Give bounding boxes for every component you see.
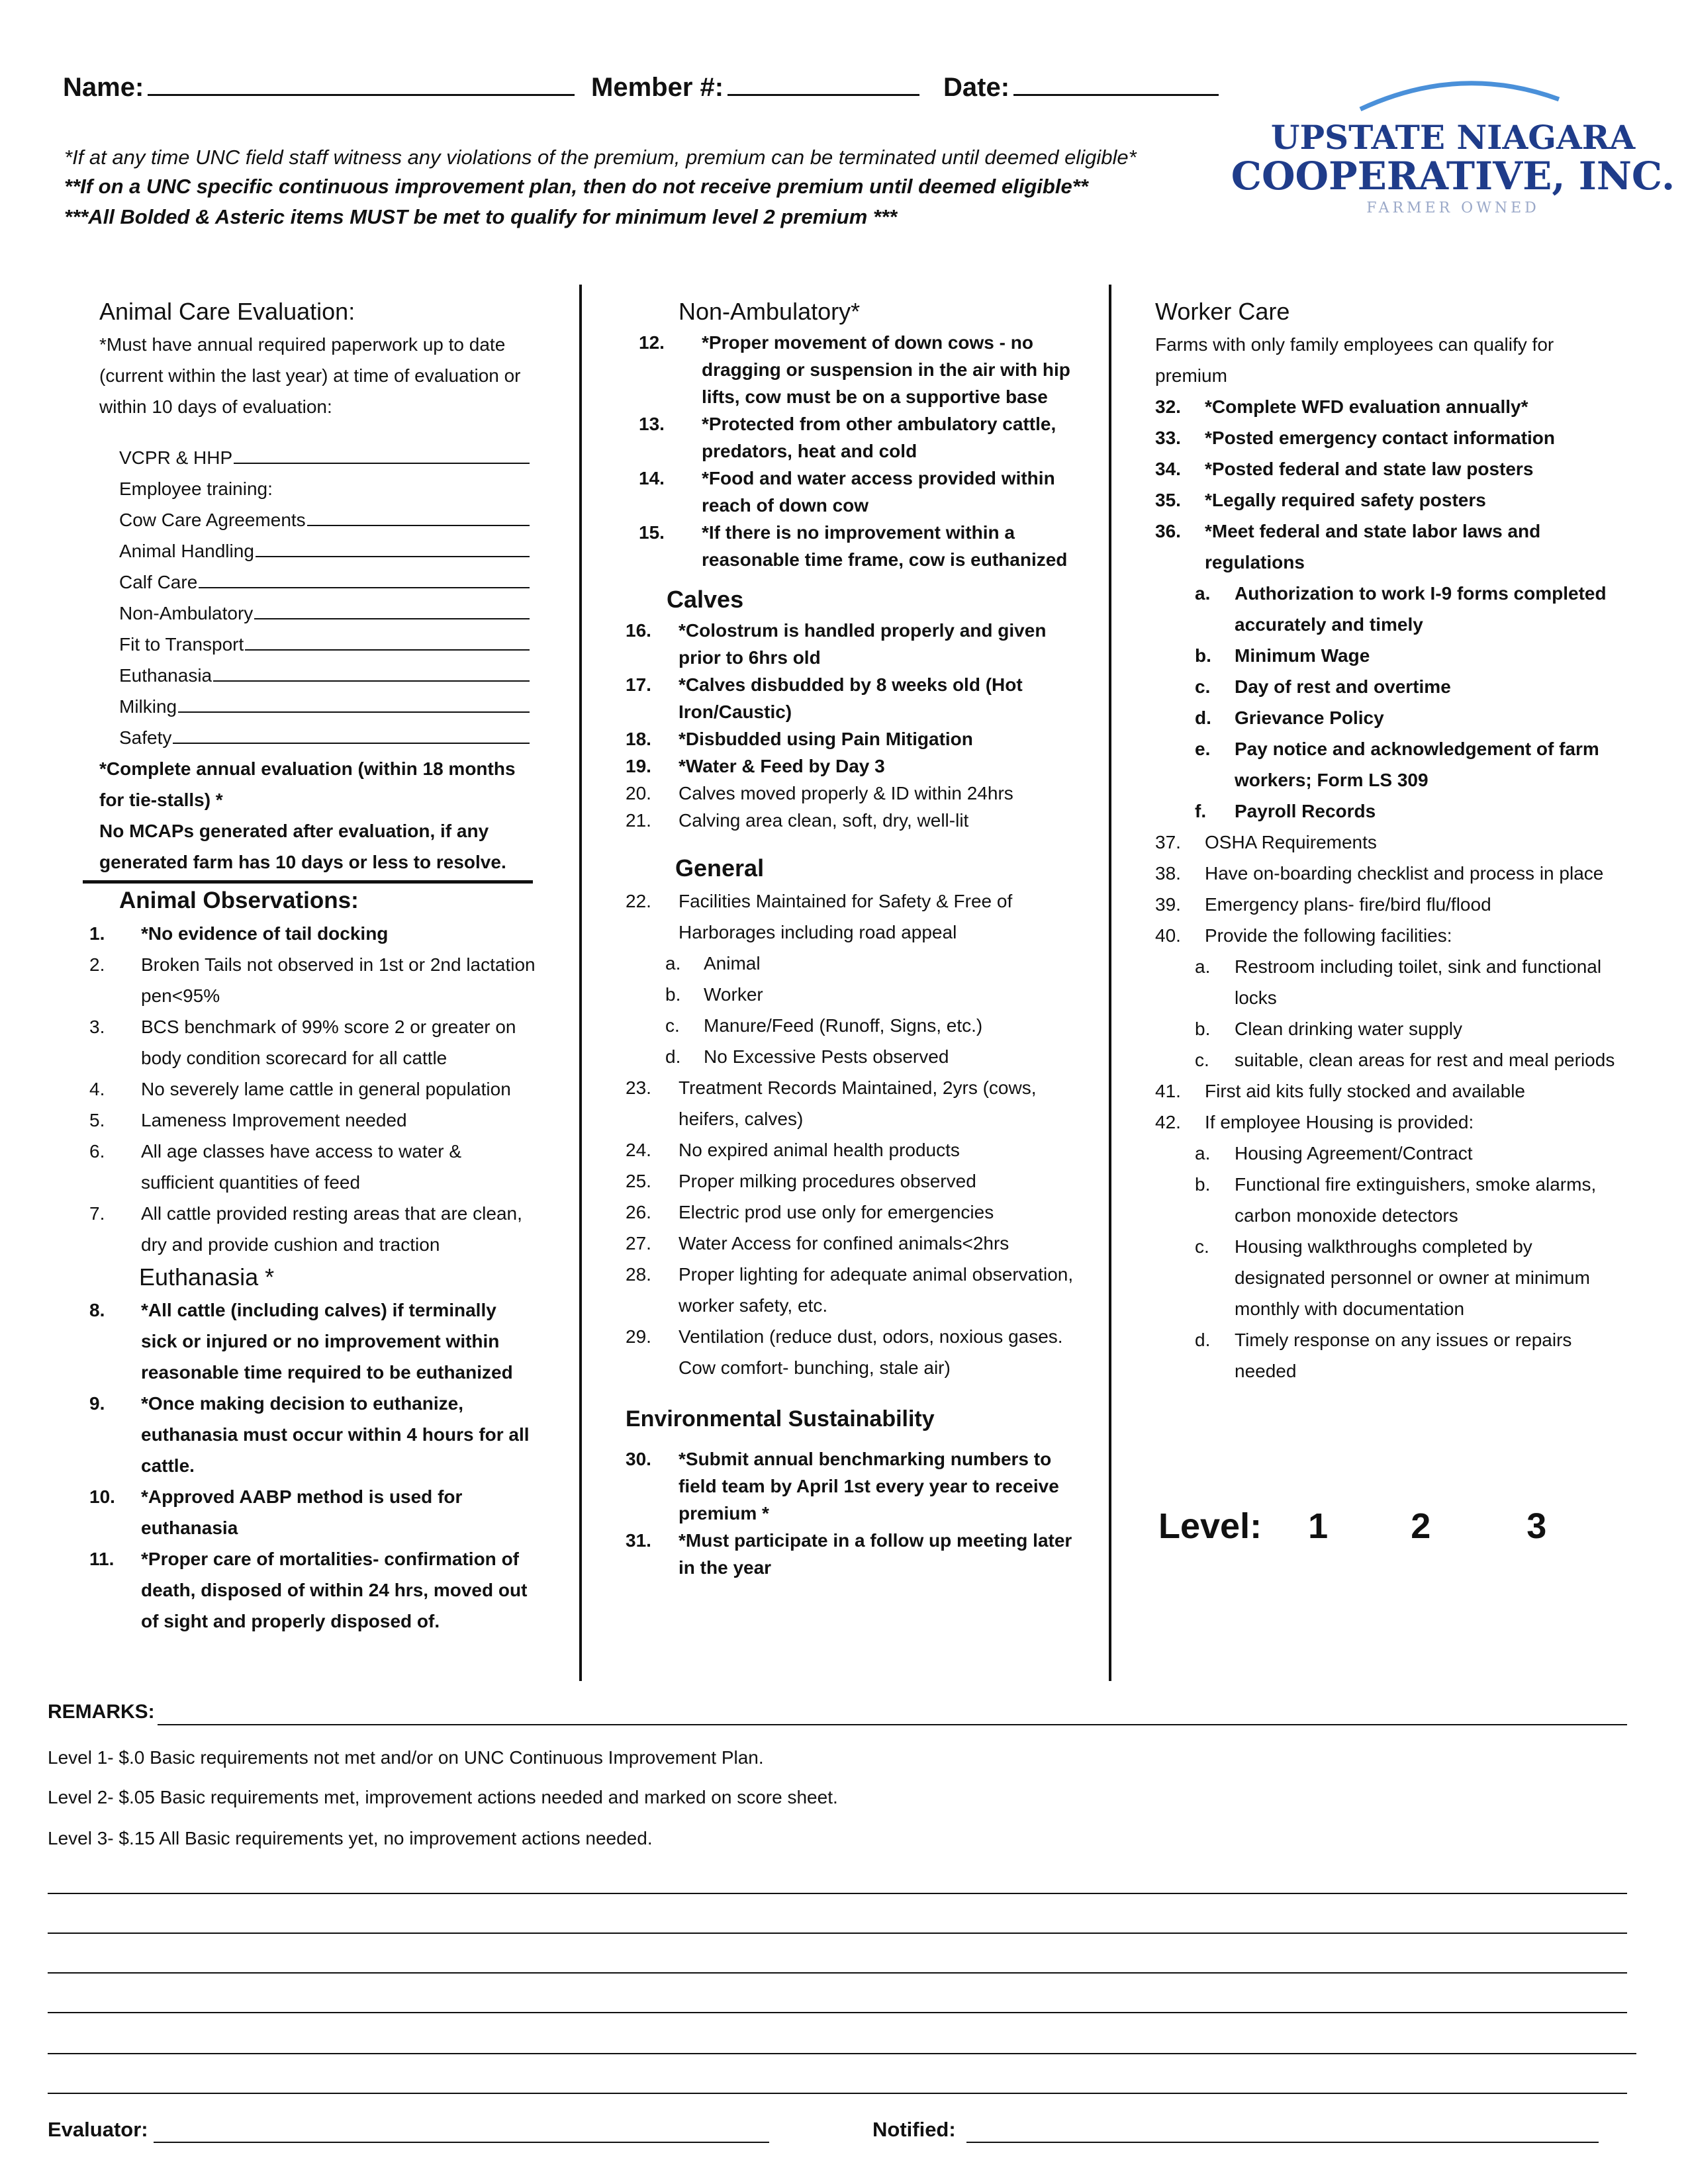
animal-care-title: Animal Care Evaluation: xyxy=(99,298,355,325)
logo-line-1: UPSTATE NIAGARA xyxy=(1270,118,1636,157)
item-text: If employee Housing is provided: xyxy=(1205,1112,1474,1132)
date-label: Date: xyxy=(943,73,1010,102)
worker-items-41-42 xyxy=(1155,1075,1618,1138)
column-animal-care xyxy=(89,295,536,1637)
item-text: Proper lighting for adequate animal observation, worker safety, etc. xyxy=(679,1264,1074,1316)
item-text: Housing walkthroughs completed by designated personnel or owner at minimum monthly with documentation xyxy=(1235,1236,1590,1319)
calves-list xyxy=(626,617,1076,834)
note-3: ***All Bolded & Asteric items MUST be met to qualify for minimum level 2 premium *** xyxy=(64,205,898,228)
animal-observations-list xyxy=(89,918,536,1260)
item-text: *Submit annual benchmarking numbers to field team by April 1st every year to receive premium * xyxy=(679,1449,1059,1524)
list-item xyxy=(626,329,1076,410)
list-item xyxy=(626,465,1076,519)
item-number: d. xyxy=(1195,1330,1211,1350)
list-item xyxy=(1195,1231,1618,1324)
item-text: Manure/Feed (Runoff, Signs, etc.) xyxy=(704,1015,983,1036)
fill-non-ambulatory[interactable]: Non-Ambulatory xyxy=(119,598,530,629)
list-item xyxy=(665,979,1076,1010)
item-number: 15. xyxy=(639,522,665,543)
mcaps-note: No MCAPs generated after evaluation, if any generated farm has 10 days or less to resolve. xyxy=(83,815,533,884)
note-1: *If at any time UNC field staff witness any violations of the premium, premium can be terminated until deemed eligible* xyxy=(64,146,1137,169)
item-text: Water Access for confined animals<2hrs xyxy=(679,1233,1009,1253)
fill-animal-handling[interactable]: Animal Handling xyxy=(119,535,530,567)
item-text: Clean drinking water supply xyxy=(1235,1019,1462,1039)
list-item xyxy=(1195,1013,1618,1044)
item-number: 42. xyxy=(1155,1112,1181,1132)
item-number: 34. xyxy=(1155,459,1181,479)
item-number: 31. xyxy=(626,1530,651,1551)
item-number: 26. xyxy=(626,1202,651,1222)
remarks-line-6[interactable] xyxy=(48,2093,1627,2094)
item-number: b. xyxy=(665,984,681,1005)
item-text: Lameness Improvement needed xyxy=(141,1110,407,1130)
list-item xyxy=(1155,516,1618,578)
general-22-sublist xyxy=(626,948,1076,1072)
evaluator-label: Evaluator: xyxy=(48,2118,148,2141)
fill-calf-care[interactable]: Calf Care xyxy=(119,567,530,598)
item-number: a. xyxy=(665,953,681,974)
logo-tagline: FARMER OWNED xyxy=(1366,200,1540,216)
member-label: Member #: xyxy=(591,73,724,102)
item-number: 28. xyxy=(626,1264,651,1285)
list-item xyxy=(89,918,536,949)
non-ambulatory-title: Non-Ambulatory* xyxy=(679,298,861,325)
list-item xyxy=(89,1388,536,1481)
item-number: 3. xyxy=(89,1017,105,1037)
item-number: 29. xyxy=(626,1326,651,1347)
item-text: *Once making decision to euthanize, euthanasia must occur within 4 hours for all cattle. xyxy=(141,1393,530,1476)
unc-logo xyxy=(1228,73,1678,218)
item-text: *Must participate in a follow up meeting later in the year xyxy=(679,1530,1072,1578)
general-list xyxy=(626,1072,1076,1383)
list-item xyxy=(626,519,1076,573)
item-number: 35. xyxy=(1155,490,1181,510)
list-item xyxy=(89,1073,536,1105)
item-text: *Colostrum is handled properly and given prior to 6hrs old xyxy=(679,620,1047,668)
list-item xyxy=(626,671,1076,725)
list-item xyxy=(1155,1075,1618,1107)
logo-arc-icon xyxy=(1357,73,1562,113)
item-number: 8. xyxy=(89,1300,105,1320)
item-number: 13. xyxy=(639,414,665,434)
item-text: Worker xyxy=(704,984,763,1005)
item-text: *If there is no improvement within a reasonable time frame, cow is euthanized xyxy=(702,522,1068,570)
item-number: e. xyxy=(1195,739,1211,759)
item-text: Payroll Records xyxy=(1235,801,1376,821)
list-item xyxy=(626,807,1076,834)
list-item xyxy=(626,1072,1076,1134)
item-text: Treatment Records Maintained, 2yrs (cows, heifers, calves) xyxy=(679,1077,1037,1129)
list-item xyxy=(1155,422,1618,453)
euthanasia-list xyxy=(89,1295,536,1637)
item-number: 25. xyxy=(626,1171,651,1191)
list-item xyxy=(1155,920,1618,951)
list-item xyxy=(89,949,536,1011)
general-item-22: 22. Facilities Maintained for Safety & Free of Harborages including road appeal xyxy=(626,891,1013,942)
item-number: 24. xyxy=(626,1140,651,1160)
item-text: *Water & Feed by Day 3 xyxy=(679,756,885,776)
item-number: 18. xyxy=(626,729,651,749)
worker-40-sublist xyxy=(1155,951,1618,1075)
list-item xyxy=(1155,484,1618,516)
item-text: BCS benchmark of 99% score 2 or greater on body condition scorecard for all cattle xyxy=(141,1017,516,1068)
list-item xyxy=(665,1041,1076,1072)
worker-36-sublist xyxy=(1155,578,1618,827)
item-number: 9. xyxy=(89,1393,105,1414)
item-text: Electric prod use only for emergencies xyxy=(679,1202,994,1222)
list-item xyxy=(1155,858,1618,889)
item-number: 36. xyxy=(1155,521,1181,541)
notified-label: Notified: xyxy=(872,2118,956,2141)
paperwork-list xyxy=(99,442,536,753)
list-item xyxy=(1155,827,1618,858)
remarks-line-0[interactable] xyxy=(158,1724,1627,1725)
level-option-2[interactable]: 2 xyxy=(1411,1506,1431,1546)
item-text: All cattle provided resting areas that are clean, dry and provide cushion and traction xyxy=(141,1203,522,1255)
list-item xyxy=(665,1010,1076,1041)
remarks-line-2[interactable] xyxy=(48,1933,1627,1934)
list-item xyxy=(626,1527,1076,1581)
remarks-line-5[interactable] xyxy=(48,2053,1636,2054)
item-number: 4. xyxy=(89,1079,105,1099)
item-number: f. xyxy=(1195,801,1207,821)
item-number: 23. xyxy=(626,1077,651,1098)
general-title: General xyxy=(675,854,765,882)
list-item xyxy=(626,725,1076,752)
item-number: 16. xyxy=(626,620,651,641)
item-number: 21. xyxy=(626,810,651,831)
item-text: Calves moved properly & ID within 24hrs xyxy=(679,783,1013,803)
item-text: All age classes have access to water & sufficient quantities of feed xyxy=(141,1141,462,1193)
item-text: Calving area clean, soft, dry, well-lit xyxy=(679,810,969,831)
name-field[interactable] xyxy=(63,71,575,103)
euthanasia-title: Euthanasia * xyxy=(139,1263,275,1291)
item-text: Animal xyxy=(704,953,761,974)
fill-milking[interactable]: Milking xyxy=(119,691,530,722)
animal-care-intro: *Must have annual required paperwork up to date (current within the last year) at time of evaluation or within 10 days of evaluation: xyxy=(99,334,521,417)
list-item xyxy=(89,1295,536,1388)
worker-42-sublist xyxy=(1155,1138,1618,1387)
fill-safety[interactable]: Safety xyxy=(119,722,530,753)
item-number: 12. xyxy=(639,332,665,353)
list-item xyxy=(626,410,1076,465)
list-item xyxy=(626,1321,1076,1383)
item-text: *All cattle (including calves) if terminally sick or injured or no improvement within reasonable time required to be euthanized xyxy=(141,1300,513,1383)
name-input-line[interactable] xyxy=(148,71,575,96)
item-number: 33. xyxy=(1155,428,1181,448)
list-item xyxy=(626,1197,1076,1228)
list-item xyxy=(626,1445,1076,1527)
list-item xyxy=(1195,733,1618,796)
list-item xyxy=(626,780,1076,807)
list-item xyxy=(89,1136,536,1198)
item-text: Pay notice and acknowledgement of farm workers; Form LS 309 xyxy=(1235,739,1599,790)
item-number: d. xyxy=(1195,707,1211,728)
item-text: Functional fire extinguishers, smoke alarms, carbon monoxide detectors xyxy=(1235,1174,1597,1226)
item-text: Ventilation (reduce dust, odors, noxious gases. Cow comfort- bunching, stale air) xyxy=(679,1326,1063,1378)
item-number: c. xyxy=(1195,676,1211,697)
fill-vcpr[interactable]: VCPR & HHP xyxy=(119,442,530,473)
item-text: Broken Tails not observed in 1st or 2nd lactation pen<95% xyxy=(141,954,536,1006)
column-divider-1 xyxy=(579,285,582,1681)
item-text: Timely response on any issues or repairs needed xyxy=(1235,1330,1572,1381)
list-item xyxy=(1195,578,1618,640)
item-text: *Proper movement of down cows - no dragging or suspension in the air with hip lifts, cow must be on a supportive base xyxy=(702,332,1070,407)
list-item xyxy=(89,1481,536,1543)
item-text: *No evidence of tail docking xyxy=(141,923,389,944)
remarks-line-1[interactable] xyxy=(48,1893,1627,1894)
level-1-description: Level 1- $.0 Basic requirements not met and/or on UNC Continuous Improvement Plan. xyxy=(48,1747,764,1768)
list-item xyxy=(1195,796,1618,827)
item-number: 19. xyxy=(626,756,651,776)
list-item xyxy=(89,1105,536,1136)
item-text: *Food and water access provided within reach of down cow xyxy=(702,468,1055,516)
worker-care-intro: Farms with only family employees can qualify for premium xyxy=(1155,334,1554,386)
list-item xyxy=(1195,1324,1618,1387)
non-ambulatory-list xyxy=(626,329,1076,573)
list-item xyxy=(89,1011,536,1073)
animal-observations-title: Animal Observations: xyxy=(119,887,359,913)
date-input-line[interactable] xyxy=(1013,71,1219,96)
item-number: 10. xyxy=(89,1486,115,1507)
item-text: Grievance Policy xyxy=(1235,707,1384,728)
worker-care-title: Worker Care xyxy=(1155,298,1290,325)
item-text: *Proper care of mortalities- confirmation of death, disposed of within 24 hrs, moved out of sight and properly disposed of. xyxy=(141,1549,528,1631)
item-text: *Complete WFD evaluation annually* xyxy=(1205,396,1528,417)
item-number: a. xyxy=(1195,583,1211,604)
list-item xyxy=(89,1543,536,1637)
list-item xyxy=(1195,640,1618,671)
item-number: 20. xyxy=(626,783,651,803)
item-number: b. xyxy=(1195,645,1211,666)
remarks-line-3[interactable] xyxy=(48,1972,1627,1974)
column-worker-care xyxy=(1155,295,1618,1387)
item-text: Proper milking procedures observed xyxy=(679,1171,976,1191)
fill-euthanasia[interactable]: Euthanasia xyxy=(119,660,530,691)
item-number: 41. xyxy=(1155,1081,1181,1101)
column-animal-2 xyxy=(626,295,1076,1581)
item-number: 39. xyxy=(1155,894,1181,915)
item-text: *Meet federal and state labor laws and regulations xyxy=(1205,521,1541,572)
item-number: b. xyxy=(1195,1019,1211,1039)
item-number: 2. xyxy=(89,954,105,975)
list-item xyxy=(1195,951,1618,1013)
calves-title: Calves xyxy=(667,586,744,613)
fill-cow-care[interactable]: Cow Care Agreements xyxy=(119,504,530,535)
item-number: 17. xyxy=(626,674,651,695)
item-number: 7. xyxy=(89,1203,105,1224)
notified-signature-line[interactable] xyxy=(966,2142,1599,2143)
level-option-3[interactable]: 3 xyxy=(1526,1506,1547,1546)
list-item xyxy=(1195,702,1618,733)
item-text: No Excessive Pests observed xyxy=(704,1046,949,1067)
logo-line-2: COOPERATIVE, INC. xyxy=(1231,154,1675,199)
item-number: c. xyxy=(1195,1236,1209,1257)
level-option-1[interactable]: 1 xyxy=(1308,1506,1329,1546)
item-number: 30. xyxy=(626,1449,651,1469)
fill-fit-to-transport[interactable]: Fit to Transport xyxy=(119,629,530,660)
item-text: No expired animal health products xyxy=(679,1140,960,1160)
list-item xyxy=(626,1134,1076,1165)
item-number: 14. xyxy=(639,468,665,488)
member-field[interactable] xyxy=(591,71,919,103)
employee-training-label: Employee training: xyxy=(119,478,273,499)
item-text: *Calves disbudded by 8 weeks old (Hot Iron/Caustic) xyxy=(679,674,1023,722)
item-text: Minimum Wage xyxy=(1235,645,1370,666)
member-input-line[interactable] xyxy=(727,71,919,96)
list-item xyxy=(1155,1107,1618,1138)
list-item xyxy=(1195,1044,1618,1075)
item-number: 1. xyxy=(89,923,105,944)
item-number: 27. xyxy=(626,1233,651,1253)
item-number: 37. xyxy=(1155,832,1181,852)
worker-items-37-40 xyxy=(1155,827,1618,951)
item-text: Housing Agreement/Contract xyxy=(1235,1143,1473,1163)
remarks-label: REMARKS: xyxy=(48,1701,155,1723)
level-label: Level: xyxy=(1158,1506,1262,1546)
item-text: No severely lame cattle in general population xyxy=(141,1079,511,1099)
level-3-description: Level 3- $.15 All Basic requirements yet, no improvement actions needed. xyxy=(48,1828,653,1848)
item-number: 11. xyxy=(89,1549,115,1569)
list-item xyxy=(1195,1169,1618,1231)
annual-eval-note: *Complete annual evaluation (within 18 months for tie-stalls) * xyxy=(99,758,516,810)
level-selector xyxy=(1158,1506,1546,1547)
list-item xyxy=(1195,671,1618,702)
list-item xyxy=(1195,1138,1618,1169)
item-number: 5. xyxy=(89,1110,105,1130)
list-item xyxy=(626,1259,1076,1321)
item-number: a. xyxy=(1195,1143,1211,1163)
list-item xyxy=(626,752,1076,780)
item-text: First aid kits fully stocked and available xyxy=(1205,1081,1525,1101)
item-text: *Posted federal and state law posters xyxy=(1205,459,1534,479)
item-number: c. xyxy=(1195,1050,1209,1070)
note-2: **If on a UNC specific continuous improvement plan, then do not receive premium until deemed eligible** xyxy=(64,175,1088,198)
column-divider-2 xyxy=(1109,285,1111,1681)
item-text: Restroom including toilet, sink and functional locks xyxy=(1235,956,1602,1008)
level-2-description: Level 2- $.05 Basic requirements met, improvement actions needed and marked on score sheet. xyxy=(48,1787,838,1807)
item-number: 6. xyxy=(89,1141,105,1161)
item-number: 32. xyxy=(1155,396,1181,417)
list-item xyxy=(1155,889,1618,920)
remarks-line-4[interactable] xyxy=(48,2012,1627,2013)
item-text: *Legally required safety posters xyxy=(1205,490,1486,510)
item-number: 38. xyxy=(1155,863,1181,884)
date-field[interactable] xyxy=(943,71,1219,103)
item-text: Authorization to work I-9 forms completed accurately and timely xyxy=(1235,583,1607,635)
item-text: OSHA Requirements xyxy=(1205,832,1377,852)
item-text: suitable, clean areas for rest and meal periods xyxy=(1235,1050,1615,1070)
item-number: 40. xyxy=(1155,925,1181,946)
item-text: Provide the following facilities: xyxy=(1205,925,1452,946)
list-item xyxy=(626,617,1076,671)
item-number: c. xyxy=(665,1015,680,1036)
item-text: *Protected from other ambulatory cattle, predators, heat and cold xyxy=(702,414,1056,461)
item-text: Day of rest and overtime xyxy=(1235,676,1451,697)
worker-items-32-36 xyxy=(1155,391,1618,578)
list-item xyxy=(626,1165,1076,1197)
item-text: *Disbudded using Pain Mitigation xyxy=(679,729,973,749)
item-number: d. xyxy=(665,1046,681,1067)
environmental-title: Environmental Sustainability xyxy=(626,1406,935,1432)
item-text: Have on-boarding checklist and process in place xyxy=(1205,863,1604,884)
list-item xyxy=(89,1198,536,1260)
item-text: *Posted emergency contact information xyxy=(1205,428,1556,448)
list-item xyxy=(665,948,1076,979)
item-number: a. xyxy=(1195,956,1211,977)
item-number: b. xyxy=(1195,1174,1211,1195)
environmental-list xyxy=(626,1445,1076,1581)
item-text: Emergency plans- fire/bird flu/flood xyxy=(1205,894,1491,915)
list-item xyxy=(1155,391,1618,422)
item-text: *Approved AABP method is used for euthanasia xyxy=(141,1486,463,1538)
name-label: Name: xyxy=(63,73,144,102)
list-item xyxy=(1155,453,1618,484)
list-item xyxy=(626,1228,1076,1259)
evaluator-signature-line[interactable] xyxy=(154,2142,769,2143)
